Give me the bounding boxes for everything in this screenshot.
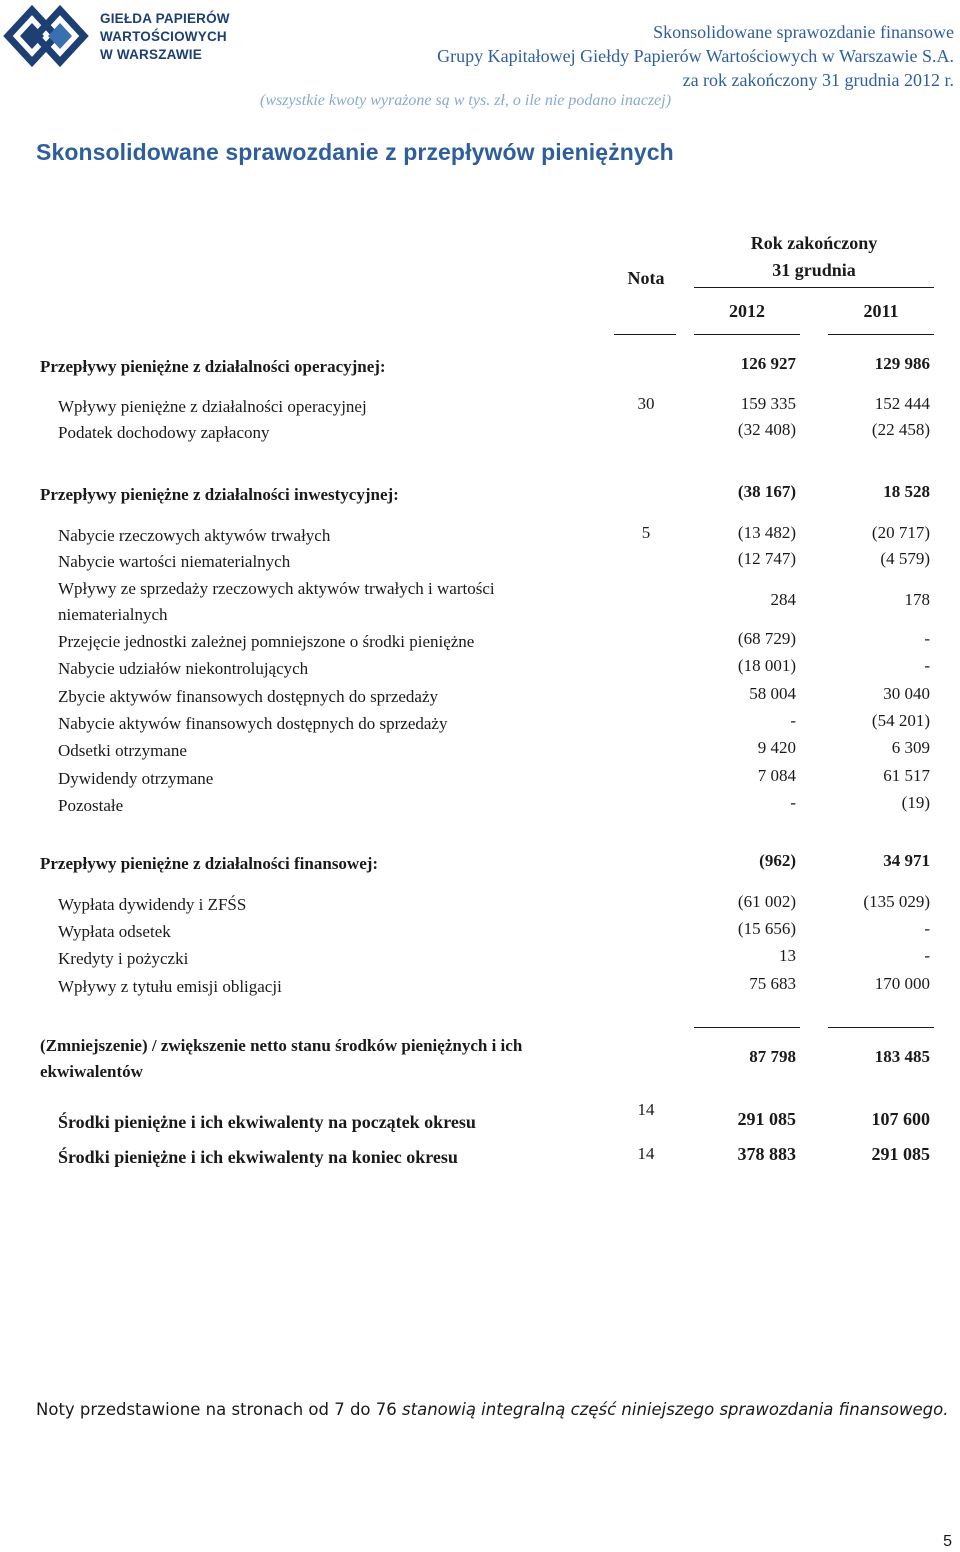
total-rule (694, 1027, 800, 1028)
value-2012: 13 (779, 946, 796, 965)
value-2011: 170 000 (874, 974, 930, 993)
row-label: Wypłata dywidendy i ZFŚS (58, 895, 247, 914)
value-2012: (13 482) (737, 523, 796, 542)
header-rule (828, 334, 934, 335)
value-2011: (54 201) (871, 711, 930, 730)
row-label: Kredyty i pożyczki (58, 949, 189, 968)
value-2012: (962) (759, 851, 796, 870)
value-2012: 159 335 (740, 394, 796, 413)
row-label: Środki pieniężne i ich ekwiwalenty na początek okresu (58, 1112, 476, 1132)
value-2011: 18 528 (883, 482, 930, 501)
period-line: 31 grudnia (772, 260, 856, 280)
report-header (437, 20, 954, 92)
value-2011: (135 029) (863, 892, 930, 911)
report-title-line: Grupy Kapitałowej Giełdy Papierów Wartościowych w Warszawie S.A. (437, 46, 954, 66)
value-2012: 58 004 (749, 684, 796, 703)
value-2012: (61 002) (737, 892, 796, 911)
value-2011: 178 (904, 590, 930, 609)
report-title-line: Skonsolidowane sprawozdanie finansowe (653, 22, 954, 42)
value-2011: 107 600 (871, 1109, 930, 1129)
amounts-note: (wszystkie kwoty wyrażone są w tys. zł, o ile nie podano inaczej) (260, 92, 672, 109)
statement-title: Skonsolidowane sprawozdanie z przepływów pieniężnych (36, 139, 674, 165)
value-2011: (19) (901, 793, 930, 812)
row-label: Wpływy z tytułu emisji obligacji (58, 977, 282, 996)
value-2011: (22 458) (871, 420, 930, 439)
value-2012: 284 (770, 590, 796, 609)
column-header-nota: Nota (627, 268, 665, 288)
value-2012: (15 656) (737, 919, 796, 938)
value-2012: (38 167) (737, 482, 796, 501)
value-2012: - (790, 793, 796, 812)
logo-line: W WARSZAWIE (100, 47, 202, 62)
value-2012: 9 420 (757, 738, 796, 757)
value-2011: 30 040 (883, 684, 930, 703)
value-2011: 34 971 (883, 851, 930, 870)
total-rule (828, 1027, 934, 1028)
value-2011: - (924, 656, 930, 675)
column-header-2012: 2012 (729, 301, 765, 321)
column-header-2011: 2011 (863, 301, 899, 321)
row-label: Wpływy pieniężne z działalności operacyjnej (58, 397, 367, 416)
value-2012: (68 729) (737, 629, 796, 648)
header-rule (694, 334, 800, 335)
header-rule (694, 287, 934, 288)
value-2011: - (924, 629, 930, 648)
value-2011: 152 444 (874, 394, 930, 413)
row-label: Dywidendy otrzymane (58, 769, 214, 788)
header-rule (614, 334, 676, 335)
row-label: Przepływy pieniężne z działalności inwestycyjnej: (40, 485, 399, 504)
row-nota: 30 (637, 394, 655, 413)
column-header-period (694, 230, 934, 284)
logo-line: GIEŁDA PAPIERÓW (100, 11, 230, 26)
row-label: Nabycie udziałów niekontrolujących (58, 659, 309, 678)
value-2011: 183 485 (874, 1047, 930, 1066)
row-nota: 14 (637, 1144, 655, 1163)
row-nota: 14 (637, 1100, 655, 1119)
value-2011: - (924, 919, 930, 938)
value-2011: 291 085 (871, 1144, 930, 1164)
row-label: Nabycie aktywów finansowych dostępnych do sprzedaży (58, 714, 448, 733)
value-2011: (20 717) (871, 523, 930, 542)
value-2012: (12 747) (737, 549, 796, 568)
footer-text: Noty przedstawione na stronach od 7 do 76 (36, 1400, 403, 1419)
row-label: Przepływy pieniężne z działalności operacyjnej: (40, 357, 386, 376)
value-2011: (4 579) (880, 549, 930, 568)
value-2012: 7 084 (757, 766, 796, 785)
row-label: Nabycie wartości niematerialnych (58, 552, 291, 571)
value-2011: 6 309 (891, 738, 930, 757)
row-nota: 5 (641, 523, 651, 542)
page-number: 5 (943, 1533, 952, 1550)
logo-wordmark (100, 10, 230, 64)
value-2012: (18 001) (737, 656, 796, 675)
row-label: Środki pieniężne i ich ekwiwalenty na koniec okresu (58, 1147, 458, 1167)
footer-text-italic: stanowią integralną część niniejszego sprawozdania finansowego. (402, 1400, 949, 1419)
row-label: Przepływy pieniężne z działalności finansowej: (40, 854, 379, 873)
report-title-line: za rok zakończony 31 grudnia 2012 r. (682, 70, 954, 90)
row-label: Przejęcie jednostki zależnej pomniejszone o środki pieniężne (58, 632, 475, 651)
logo-line: WARTOŚCIOWYCH (100, 29, 227, 44)
value-2012: 126 927 (740, 354, 796, 373)
value-2012: (32 408) (737, 420, 796, 439)
value-2011: - (924, 946, 930, 965)
gpw-logo-icon (2, 2, 94, 70)
row-label: Pozostałe (58, 796, 124, 815)
value-2011: 129 986 (874, 354, 930, 373)
value-2012: 378 883 (737, 1144, 796, 1164)
value-2012: 291 085 (737, 1109, 796, 1129)
value-2012: 87 798 (749, 1047, 796, 1066)
value-2012: - (790, 711, 796, 730)
row-label: Wpływy ze sprzedaży rzeczowych aktywów trwałych i wartości niematerialnych (58, 579, 495, 624)
value-2012: 75 683 (749, 974, 796, 993)
footer-note (36, 1400, 948, 1419)
value-2011: 61 517 (883, 766, 930, 785)
period-line: Rok zakończony (750, 233, 878, 253)
row-label: (Zmniejszenie) / zwiększenie netto stanu środków pieniężnych i ich ekwiwalentów (40, 1036, 523, 1081)
row-label: Odsetki otrzymane (58, 741, 187, 760)
row-label: Podatek dochodowy zapłacony (58, 423, 270, 442)
row-label: Zbycie aktywów finansowych dostępnych do sprzedaży (58, 687, 439, 706)
row-label: Nabycie rzeczowych aktywów trwałych (58, 526, 331, 545)
row-label: Wypłata odsetek (58, 922, 171, 941)
